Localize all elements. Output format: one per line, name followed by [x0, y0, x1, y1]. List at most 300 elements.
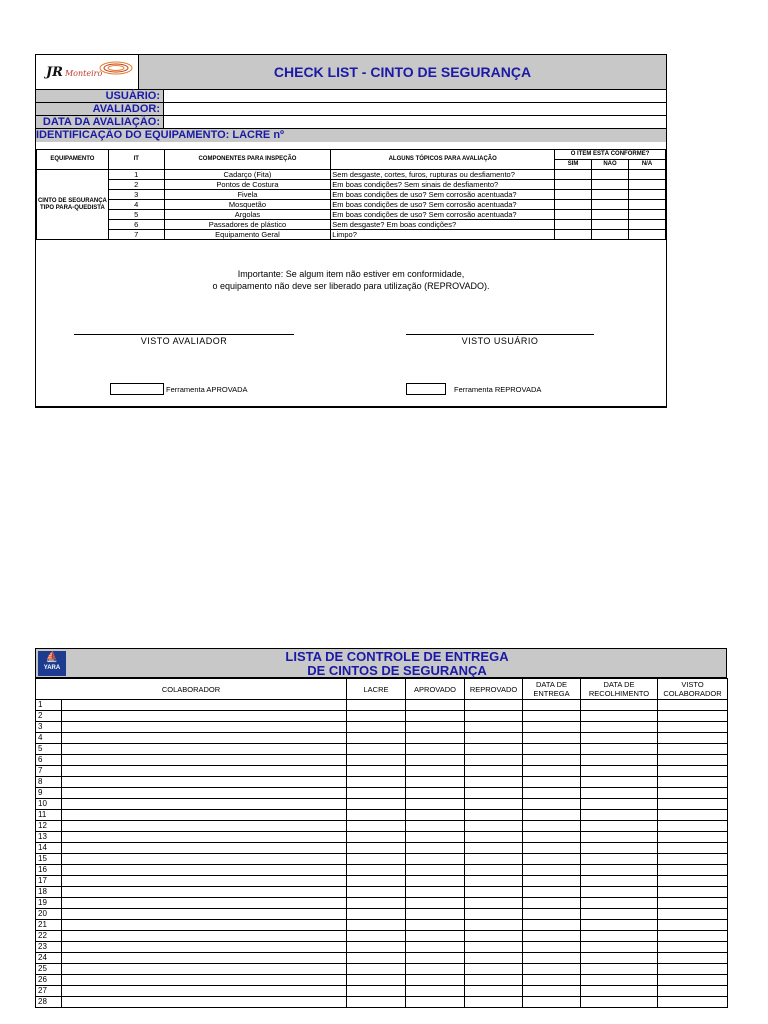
- row-cell[interactable]: [406, 755, 465, 766]
- sim-cell[interactable]: [555, 170, 592, 180]
- table-row: [36, 744, 728, 755]
- row-cell[interactable]: [658, 898, 728, 909]
- row-cell[interactable]: [347, 832, 406, 843]
- row-cell[interactable]: [406, 799, 465, 810]
- data-avaliacao-row[interactable]: [36, 115, 666, 128]
- row-cell[interactable]: [62, 876, 347, 887]
- checklist-row: 5 Argolas Em boas condições de uso? Sem corrosão acentuada?: [37, 210, 666, 220]
- row-cell[interactable]: [406, 733, 465, 744]
- row-number: 26: [36, 975, 62, 986]
- row-cell[interactable]: [406, 810, 465, 821]
- row-cell[interactable]: [347, 843, 406, 854]
- nao-cell[interactable]: [592, 230, 629, 240]
- table-row: [36, 722, 728, 733]
- col-data-recolhimento: DATA DE RECOLHIMENTO: [581, 679, 658, 700]
- row-cell[interactable]: [581, 931, 658, 942]
- sim-cell[interactable]: [555, 190, 592, 200]
- row-cell[interactable]: [62, 777, 347, 788]
- nao-cell[interactable]: [592, 190, 629, 200]
- equipment-name: CINTO DE SEGURANÇA TIPO PARA-QUEDISTA: [37, 170, 109, 240]
- row-cell[interactable]: [581, 854, 658, 865]
- nao-cell[interactable]: [592, 210, 629, 220]
- row-cell[interactable]: [406, 953, 465, 964]
- row-cell[interactable]: [523, 997, 581, 1008]
- row-number: 24: [36, 953, 62, 964]
- row-cell[interactable]: [581, 832, 658, 843]
- reprovada-checkbox[interactable]: [406, 383, 446, 395]
- row-cell[interactable]: [523, 755, 581, 766]
- row-cell[interactable]: [523, 931, 581, 942]
- row-cell[interactable]: [523, 799, 581, 810]
- row-cell[interactable]: [658, 964, 728, 975]
- control-list-table: [35, 678, 728, 1008]
- usuario-label: USUÁRIO:: [36, 90, 164, 102]
- row-cell[interactable]: [658, 733, 728, 744]
- col-reprovado: REPROVADO: [465, 679, 523, 700]
- row-number: 8: [36, 777, 62, 788]
- row-cell[interactable]: [347, 997, 406, 1008]
- table-row: [36, 711, 728, 722]
- row-cell[interactable]: [62, 920, 347, 931]
- row-cell[interactable]: [62, 975, 347, 986]
- row-cell[interactable]: [465, 832, 523, 843]
- row-cell[interactable]: [581, 898, 658, 909]
- row-cell[interactable]: [658, 744, 728, 755]
- row-cell[interactable]: [658, 810, 728, 821]
- row-cell[interactable]: [581, 865, 658, 876]
- row-cell[interactable]: [347, 964, 406, 975]
- nao-cell[interactable]: [592, 180, 629, 190]
- row-cell[interactable]: [347, 953, 406, 964]
- row-cell[interactable]: [347, 733, 406, 744]
- row-cell[interactable]: [62, 722, 347, 733]
- row-cell[interactable]: [347, 865, 406, 876]
- row-cell[interactable]: [465, 854, 523, 865]
- sim-cell[interactable]: [555, 180, 592, 190]
- row-cell[interactable]: [523, 733, 581, 744]
- row-cell[interactable]: [406, 744, 465, 755]
- row-number: 14: [36, 843, 62, 854]
- row-cell[interactable]: [523, 711, 581, 722]
- row-cell[interactable]: [62, 854, 347, 865]
- row-cell[interactable]: [465, 821, 523, 832]
- row-cell[interactable]: [62, 700, 347, 711]
- row-cell[interactable]: [465, 744, 523, 755]
- row-cell[interactable]: [581, 953, 658, 964]
- control-list-header: [35, 648, 727, 678]
- sim-cell[interactable]: [555, 210, 592, 220]
- aprovada-checkbox[interactable]: [110, 383, 164, 395]
- na-cell[interactable]: [629, 230, 666, 240]
- table-row: [36, 931, 728, 942]
- col-it: IT: [108, 150, 164, 170]
- row-cell[interactable]: [523, 942, 581, 953]
- row-cell[interactable]: [581, 920, 658, 931]
- na-cell[interactable]: [629, 210, 666, 220]
- row-cell[interactable]: [347, 766, 406, 777]
- row-cell[interactable]: [658, 722, 728, 733]
- na-cell[interactable]: [629, 220, 666, 230]
- checklist-row: 6 Passadores de plástico Sem desgaste? Em boas condições?: [37, 220, 666, 230]
- row-cell[interactable]: [406, 843, 465, 854]
- row-cell[interactable]: [523, 821, 581, 832]
- row-cell[interactable]: [523, 744, 581, 755]
- row-cell[interactable]: [406, 964, 465, 975]
- row-cell[interactable]: [523, 909, 581, 920]
- row-cell[interactable]: [62, 843, 347, 854]
- row-cell[interactable]: [658, 909, 728, 920]
- row-number: 15: [36, 854, 62, 865]
- table-row: [36, 997, 728, 1008]
- nao-cell[interactable]: [592, 200, 629, 210]
- row-cell[interactable]: [347, 986, 406, 997]
- row-cell[interactable]: [523, 788, 581, 799]
- row-number: 5: [36, 744, 62, 755]
- table-row: [36, 788, 728, 799]
- col-equipamento: EQUIPAMENTO: [37, 150, 109, 170]
- row-cell[interactable]: [62, 997, 347, 1008]
- row-cell[interactable]: [62, 821, 347, 832]
- sim-cell[interactable]: [555, 220, 592, 230]
- col-topicos: ALGUNS TÓPICOS PARA AVALIAÇÃO: [331, 150, 555, 170]
- table-row: [36, 964, 728, 975]
- row-cell[interactable]: [347, 821, 406, 832]
- nao-cell[interactable]: [592, 220, 629, 230]
- checklist-row: 7 Equipamento Geral Limpo?: [37, 230, 666, 240]
- row-cell[interactable]: [62, 986, 347, 997]
- row-cell[interactable]: [581, 821, 658, 832]
- table-row: [36, 755, 728, 766]
- row-cell[interactable]: [406, 898, 465, 909]
- row-cell[interactable]: [347, 920, 406, 931]
- row-cell[interactable]: [523, 700, 581, 711]
- jr-monteiro-logo: JR Monteiro: [36, 55, 139, 89]
- row-cell[interactable]: [465, 700, 523, 711]
- row-cell[interactable]: [406, 821, 465, 832]
- nao-cell[interactable]: [592, 170, 629, 180]
- row-cell[interactable]: [406, 722, 465, 733]
- row-cell[interactable]: [523, 810, 581, 821]
- usuario-row[interactable]: [36, 89, 666, 102]
- na-cell[interactable]: [629, 200, 666, 210]
- data-avaliacao-label: DATA DA AVALIAÇÃO:: [36, 116, 164, 128]
- sim-cell[interactable]: [555, 200, 592, 210]
- row-cell[interactable]: [581, 942, 658, 953]
- row-cell[interactable]: [406, 766, 465, 777]
- table-row: [36, 832, 728, 843]
- important-note: Importante: Se algum item não estiver em conformidade, o equipamento não deve ser liberado para utilização (REPROVADO).: [212, 269, 490, 291]
- avaliador-label: AVALIADOR:: [36, 103, 164, 115]
- row-cell[interactable]: [406, 909, 465, 920]
- row-number: 18: [36, 887, 62, 898]
- row-cell[interactable]: [465, 755, 523, 766]
- table-row: [36, 854, 728, 865]
- row-cell[interactable]: [581, 788, 658, 799]
- row-cell[interactable]: [406, 865, 465, 876]
- row-cell[interactable]: [347, 876, 406, 887]
- row-cell[interactable]: [62, 788, 347, 799]
- avaliador-row[interactable]: [36, 102, 666, 115]
- row-cell[interactable]: [465, 865, 523, 876]
- row-cell[interactable]: [581, 843, 658, 854]
- row-cell[interactable]: [406, 975, 465, 986]
- row-number: 23: [36, 942, 62, 953]
- row-cell[interactable]: [347, 755, 406, 766]
- row-cell[interactable]: [465, 964, 523, 975]
- row-cell[interactable]: [523, 887, 581, 898]
- row-cell[interactable]: [62, 909, 347, 920]
- table-row: [36, 953, 728, 964]
- row-cell[interactable]: [581, 975, 658, 986]
- row-cell[interactable]: [581, 799, 658, 810]
- row-number: 17: [36, 876, 62, 887]
- row-cell[interactable]: [523, 898, 581, 909]
- row-cell[interactable]: [581, 766, 658, 777]
- row-cell[interactable]: [406, 887, 465, 898]
- row-cell[interactable]: [406, 700, 465, 711]
- row-cell[interactable]: [347, 931, 406, 942]
- row-cell[interactable]: [581, 909, 658, 920]
- row-cell[interactable]: [581, 711, 658, 722]
- row-cell[interactable]: [62, 964, 347, 975]
- row-cell[interactable]: [523, 953, 581, 964]
- row-cell[interactable]: [465, 810, 523, 821]
- row-cell[interactable]: [581, 755, 658, 766]
- row-cell[interactable]: [465, 909, 523, 920]
- checklist-row: 3 Fivela Em boas condições de uso? Sem corrosão acentuada?: [37, 190, 666, 200]
- row-cell[interactable]: [465, 843, 523, 854]
- table-row: [36, 777, 728, 788]
- table-row: [36, 909, 728, 920]
- row-cell[interactable]: [406, 997, 465, 1008]
- row-cell[interactable]: [658, 876, 728, 887]
- table-row: [36, 876, 728, 887]
- table-row: [36, 810, 728, 821]
- row-cell[interactable]: [465, 986, 523, 997]
- row-number: 13: [36, 832, 62, 843]
- row-cell[interactable]: [581, 876, 658, 887]
- row-cell[interactable]: [658, 777, 728, 788]
- row-number: 22: [36, 931, 62, 942]
- row-cell[interactable]: [406, 931, 465, 942]
- row-cell[interactable]: [465, 876, 523, 887]
- row-number: 2: [36, 711, 62, 722]
- checklist-row: CINTO DE SEGURANÇA TIPO PARA-QUEDISTA 1 Cadarço (Fita) Sem desgaste, cortes, furos, rupturas ou desfiamento?: [37, 170, 666, 180]
- row-cell[interactable]: [658, 821, 728, 832]
- checklist-title: CHECK LIST - CINTO DE SEGURANÇA: [139, 55, 666, 89]
- row-cell[interactable]: [658, 986, 728, 997]
- row-cell[interactable]: [62, 711, 347, 722]
- table-row: [36, 821, 728, 832]
- row-cell[interactable]: [62, 898, 347, 909]
- row-cell[interactable]: [465, 942, 523, 953]
- row-cell[interactable]: [406, 876, 465, 887]
- row-number: 3: [36, 722, 62, 733]
- row-cell[interactable]: [465, 887, 523, 898]
- row-cell[interactable]: [658, 832, 728, 843]
- row-number: 21: [36, 920, 62, 931]
- na-cell[interactable]: [629, 190, 666, 200]
- row-cell[interactable]: [347, 975, 406, 986]
- row-cell[interactable]: [62, 942, 347, 953]
- row-cell[interactable]: [62, 766, 347, 777]
- row-cell[interactable]: [62, 733, 347, 744]
- table-row: [36, 766, 728, 777]
- row-cell[interactable]: [523, 777, 581, 788]
- table-row: [36, 865, 728, 876]
- row-cell[interactable]: [62, 832, 347, 843]
- row-cell[interactable]: [465, 777, 523, 788]
- row-cell[interactable]: [406, 986, 465, 997]
- row-cell[interactable]: [523, 722, 581, 733]
- row-cell[interactable]: [465, 931, 523, 942]
- yara-logo: ⛵ YARA: [38, 651, 66, 676]
- row-cell[interactable]: [658, 865, 728, 876]
- row-cell[interactable]: [347, 777, 406, 788]
- row-cell[interactable]: [581, 733, 658, 744]
- table-row: [36, 887, 728, 898]
- signature-line-avaliador[interactable]: [74, 334, 294, 335]
- row-cell[interactable]: [523, 876, 581, 887]
- signature-line-usuario[interactable]: [406, 334, 594, 335]
- row-cell[interactable]: [347, 799, 406, 810]
- row-number: 28: [36, 997, 62, 1008]
- row-cell[interactable]: [465, 766, 523, 777]
- row-cell[interactable]: [658, 766, 728, 777]
- row-cell[interactable]: [581, 997, 658, 1008]
- row-cell[interactable]: [581, 744, 658, 755]
- table-row: [36, 920, 728, 931]
- table-row: [36, 843, 728, 854]
- row-cell[interactable]: [62, 887, 347, 898]
- row-cell[interactable]: [62, 755, 347, 766]
- row-cell[interactable]: [406, 777, 465, 788]
- lacre-row[interactable]: [36, 128, 666, 149]
- row-cell[interactable]: [406, 942, 465, 953]
- row-cell[interactable]: [523, 964, 581, 975]
- row-cell[interactable]: [581, 777, 658, 788]
- row-cell[interactable]: [658, 920, 728, 931]
- row-cell[interactable]: [658, 788, 728, 799]
- row-cell[interactable]: [62, 931, 347, 942]
- row-cell[interactable]: [581, 887, 658, 898]
- row-cell[interactable]: [523, 975, 581, 986]
- row-cell[interactable]: [62, 865, 347, 876]
- row-cell[interactable]: [347, 711, 406, 722]
- row-cell[interactable]: [658, 755, 728, 766]
- checklist-row: 4 Mosquetão Em boas condições de uso? Sem corrosão acentuada?: [37, 200, 666, 210]
- col-data-entrega: DATA DE ENTREGA: [523, 679, 581, 700]
- row-cell[interactable]: [658, 975, 728, 986]
- col-na: N/A: [629, 160, 666, 170]
- na-cell[interactable]: [629, 170, 666, 180]
- row-cell[interactable]: [62, 810, 347, 821]
- row-cell[interactable]: [347, 854, 406, 865]
- row-cell[interactable]: [658, 887, 728, 898]
- row-cell[interactable]: [465, 975, 523, 986]
- control-list: [35, 648, 727, 1008]
- row-number: 16: [36, 865, 62, 876]
- row-cell[interactable]: [523, 854, 581, 865]
- sim-cell[interactable]: [555, 230, 592, 240]
- row-cell[interactable]: [347, 788, 406, 799]
- row-cell[interactable]: [581, 722, 658, 733]
- row-cell[interactable]: [523, 865, 581, 876]
- row-cell[interactable]: [465, 733, 523, 744]
- row-cell[interactable]: [465, 799, 523, 810]
- row-cell[interactable]: [581, 700, 658, 711]
- control-list-body: [36, 700, 728, 1008]
- viking-ship-icon: ⛵: [45, 652, 59, 663]
- row-cell[interactable]: [406, 832, 465, 843]
- col-conforme: O ITEM ESTÁ CONFORME?: [555, 150, 666, 160]
- lacre-label: IDENTIFICAÇÃO DO EQUIPAMENTO: LACRE nº: [36, 129, 666, 142]
- row-number: 9: [36, 788, 62, 799]
- col-sim: SIM: [555, 160, 592, 170]
- na-cell[interactable]: [629, 180, 666, 190]
- control-list-header-row: [36, 679, 728, 700]
- row-cell[interactable]: [62, 953, 347, 964]
- table-row: [36, 700, 728, 711]
- row-cell[interactable]: [465, 920, 523, 931]
- row-cell[interactable]: [465, 953, 523, 964]
- row-cell[interactable]: [465, 788, 523, 799]
- row-cell[interactable]: [581, 986, 658, 997]
- table-row: [36, 799, 728, 810]
- table-row: [36, 733, 728, 744]
- row-cell[interactable]: [658, 700, 728, 711]
- row-cell[interactable]: [658, 953, 728, 964]
- row-cell[interactable]: [406, 854, 465, 865]
- row-cell[interactable]: [62, 744, 347, 755]
- row-cell[interactable]: [523, 766, 581, 777]
- checklist-form: [35, 54, 667, 408]
- row-cell[interactable]: [347, 942, 406, 953]
- row-cell[interactable]: [347, 810, 406, 821]
- row-cell[interactable]: [347, 887, 406, 898]
- row-cell[interactable]: [406, 788, 465, 799]
- row-cell[interactable]: [658, 711, 728, 722]
- row-cell[interactable]: [347, 909, 406, 920]
- row-cell[interactable]: [581, 810, 658, 821]
- row-cell[interactable]: [62, 799, 347, 810]
- row-cell[interactable]: [465, 997, 523, 1008]
- row-cell[interactable]: [523, 986, 581, 997]
- col-aprovado: APROVADO: [406, 679, 465, 700]
- row-cell[interactable]: [465, 898, 523, 909]
- row-cell[interactable]: [581, 964, 658, 975]
- row-cell[interactable]: [658, 931, 728, 942]
- row-cell[interactable]: [523, 832, 581, 843]
- row-cell[interactable]: [523, 920, 581, 931]
- table-row: [36, 986, 728, 997]
- row-cell[interactable]: [658, 997, 728, 1008]
- row-cell[interactable]: [658, 843, 728, 854]
- row-cell[interactable]: [406, 920, 465, 931]
- row-cell[interactable]: [347, 722, 406, 733]
- row-cell[interactable]: [465, 722, 523, 733]
- row-cell[interactable]: [658, 942, 728, 953]
- row-cell[interactable]: [347, 700, 406, 711]
- row-cell[interactable]: [347, 744, 406, 755]
- row-cell[interactable]: [658, 854, 728, 865]
- row-cell[interactable]: [523, 843, 581, 854]
- row-cell[interactable]: [406, 711, 465, 722]
- row-cell[interactable]: [465, 711, 523, 722]
- visto-avaliador-label: VISTO AVALIADOR: [140, 336, 228, 346]
- row-cell[interactable]: [658, 799, 728, 810]
- row-cell[interactable]: [347, 898, 406, 909]
